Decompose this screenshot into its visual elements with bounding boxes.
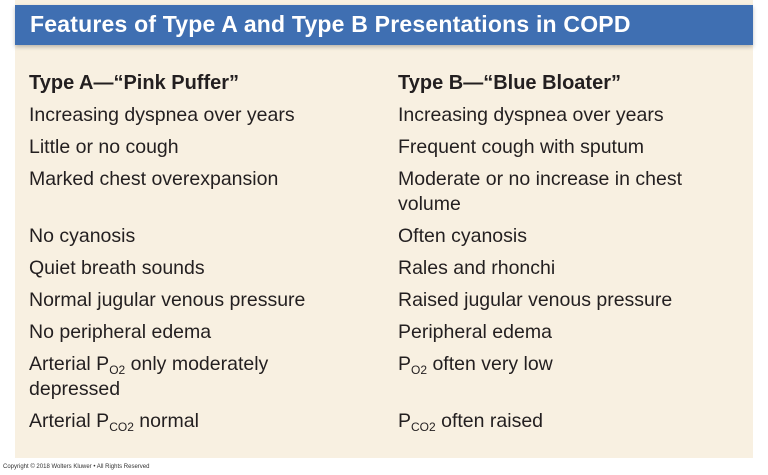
type-a-po2-subscript: O2 [109,363,126,377]
type-a-pco2-suffix: normal [133,410,199,432]
title-bar [15,5,753,45]
type-a-header: Type A—“Pink Puffer” [29,72,240,94]
type-b-row: Moderate or no increase in chest [398,168,682,190]
type-a-pco2-row [29,409,359,434]
copyright-footer: Copyright © 2018 Wolters Kluwer • All Rights Reserved [3,464,150,470]
type-b-row: Raised jugular venous pressure [398,289,673,311]
type-a-row: No peripheral edema [29,321,212,343]
type-b-pco2-subscript: CO2 [411,420,436,434]
type-a-po2-prefix: Arterial P [29,353,110,375]
type-a-row: Quiet breath sounds [29,257,205,279]
type-b-row: Often cyanosis [398,225,527,247]
type-a-pco2-subscript: CO2 [109,420,134,434]
type-a-row: Marked chest overexpansion [29,168,279,190]
type-b-po2-prefix: P [398,353,412,375]
type-a-pco2-prefix: Arterial P [29,410,110,432]
type-b-row: Frequent cough with sputum [398,136,645,158]
type-a-po2-row [29,352,359,377]
type-a-row: No cyanosis [29,225,136,247]
type-b-pco2-suffix: often raised [435,410,544,432]
type-b-pco2-prefix: P [398,410,412,432]
type-b-row: Increasing dyspnea over years [398,104,664,126]
type-a-row: Little or no cough [29,136,179,158]
type-a-row: Normal jugular venous pressure [29,289,306,311]
type-b-row-cont: volume [398,193,461,215]
type-b-po2-subscript: O2 [411,363,428,377]
table-title: Features of Type A and Type B Presentations in COPD [30,11,631,37]
type-a-row: Increasing dyspnea over years [29,104,295,126]
type-b-row: Rales and rhonchi [398,257,556,279]
type-b-pco2-row [398,409,743,434]
type-b-po2-row [398,352,743,377]
type-a-po2-row-cont: depressed [29,378,121,400]
type-b-row: Peripheral edema [398,321,552,343]
type-a-po2-suffix: only moderately [125,353,269,375]
type-b-header: Type B—“Blue Bloater” [398,72,621,94]
type-b-po2-suffix: often very low [427,353,553,375]
